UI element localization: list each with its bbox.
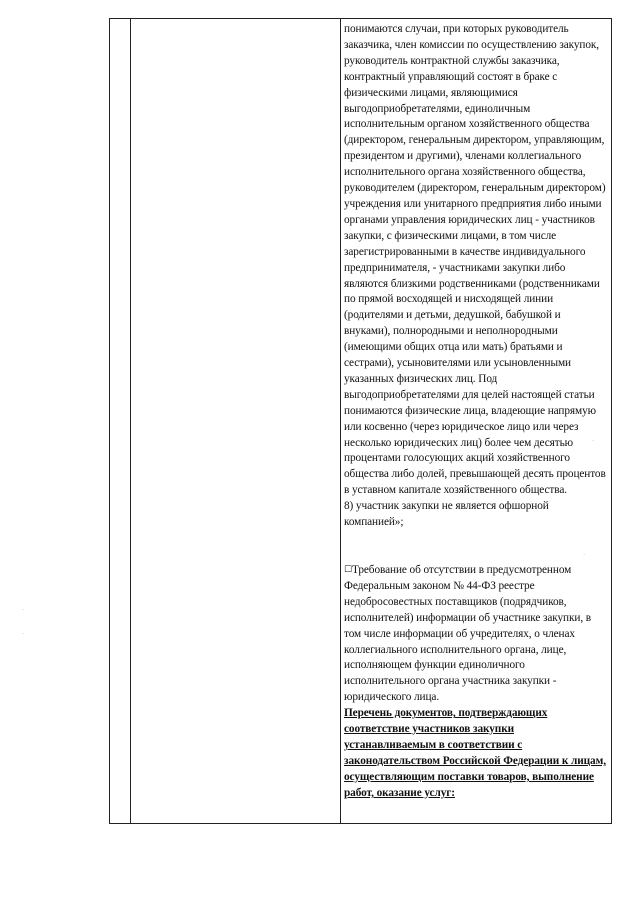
table-top-border [109,18,612,19]
requirements-cell [344,22,606,802]
scan-speck: · [583,551,586,559]
registry-requirement-paragraph [344,563,606,706]
affiliation-definition-paragraph: понимаются случаи, при которых руководитель заказчика, член комиссии по осуществлению закупок, руководитель контрактной службы заказчика, контрактный управляющий состоят в браке с физическими лицами, являющимися выгодоприобретателями, единоличным исполнительным органом хозяйственного общества (директором, генеральным директором, управляющим, президентом и другими), членами коллегиального исполнительного органа хозяйственного общества, руководителем (директором, генеральным директором) учреждения или унитарного предприятия либо иными органами управления юридических лиц - участников закупки, с физическими лицами, в том числе зарегистрированными в качестве индивидуального предпринимателя, - участниками закупки либо являются близкими родственниками (родственниками по прямой восходящей и нисходящей линии (родителями и детьми, дедушкой, бабушкой и внуками), полнородными и неполнородными (имеющими общих отца или мать) братьями и сестрами), усыновителями или усыновленными указанных физических лиц. Под выгодоприобретателями для целей настоящей статьи понимаются физические лица, владеющие напрямую или косвенно (через юридическое лицо или через несколько юридических лиц) более чем десятью процентами голосующих акций хозяйственного общества либо долей, превышающей десять процентов в уставном капитале хозяйственного общества. [344,23,606,497]
documents-list-heading: Перечень документов, подтверждающих соответствие участников закупки устанавливаемым в соответствии с законодательством Российской Федерации к лицам, осуществляющим поставки товаров, выполнение работ, оказание услуг: [344,707,606,799]
table-right-border [611,18,612,824]
paragraph-spacer [344,531,606,563]
scan-speck: · [22,606,25,614]
checkbox-icon: ☐ [344,565,352,575]
column-divider-1 [130,18,131,824]
scan-speck: · [592,437,595,445]
offshore-requirement-paragraph: 8) участник закупки не является офшорной компанией»; [344,500,549,529]
table-bottom-border [109,823,612,824]
scan-speck: · [590,118,593,126]
scan-speck: · [22,630,25,638]
column-divider-2 [340,18,341,824]
registry-requirement-text: Требование об отсутствии в предусмотренном Федеральным законом № 44-ФЗ реестре недобросовестных поставщиков (подрядчиков, исполнителей) информации об участнике закупки, в том числе информации об учредителях, о членах коллегиального исполнительного органа, лице, исполняющем функции единоличного исполнительного органа участника закупки - юридического лица. [344,564,592,704]
table-left-border [109,18,110,824]
